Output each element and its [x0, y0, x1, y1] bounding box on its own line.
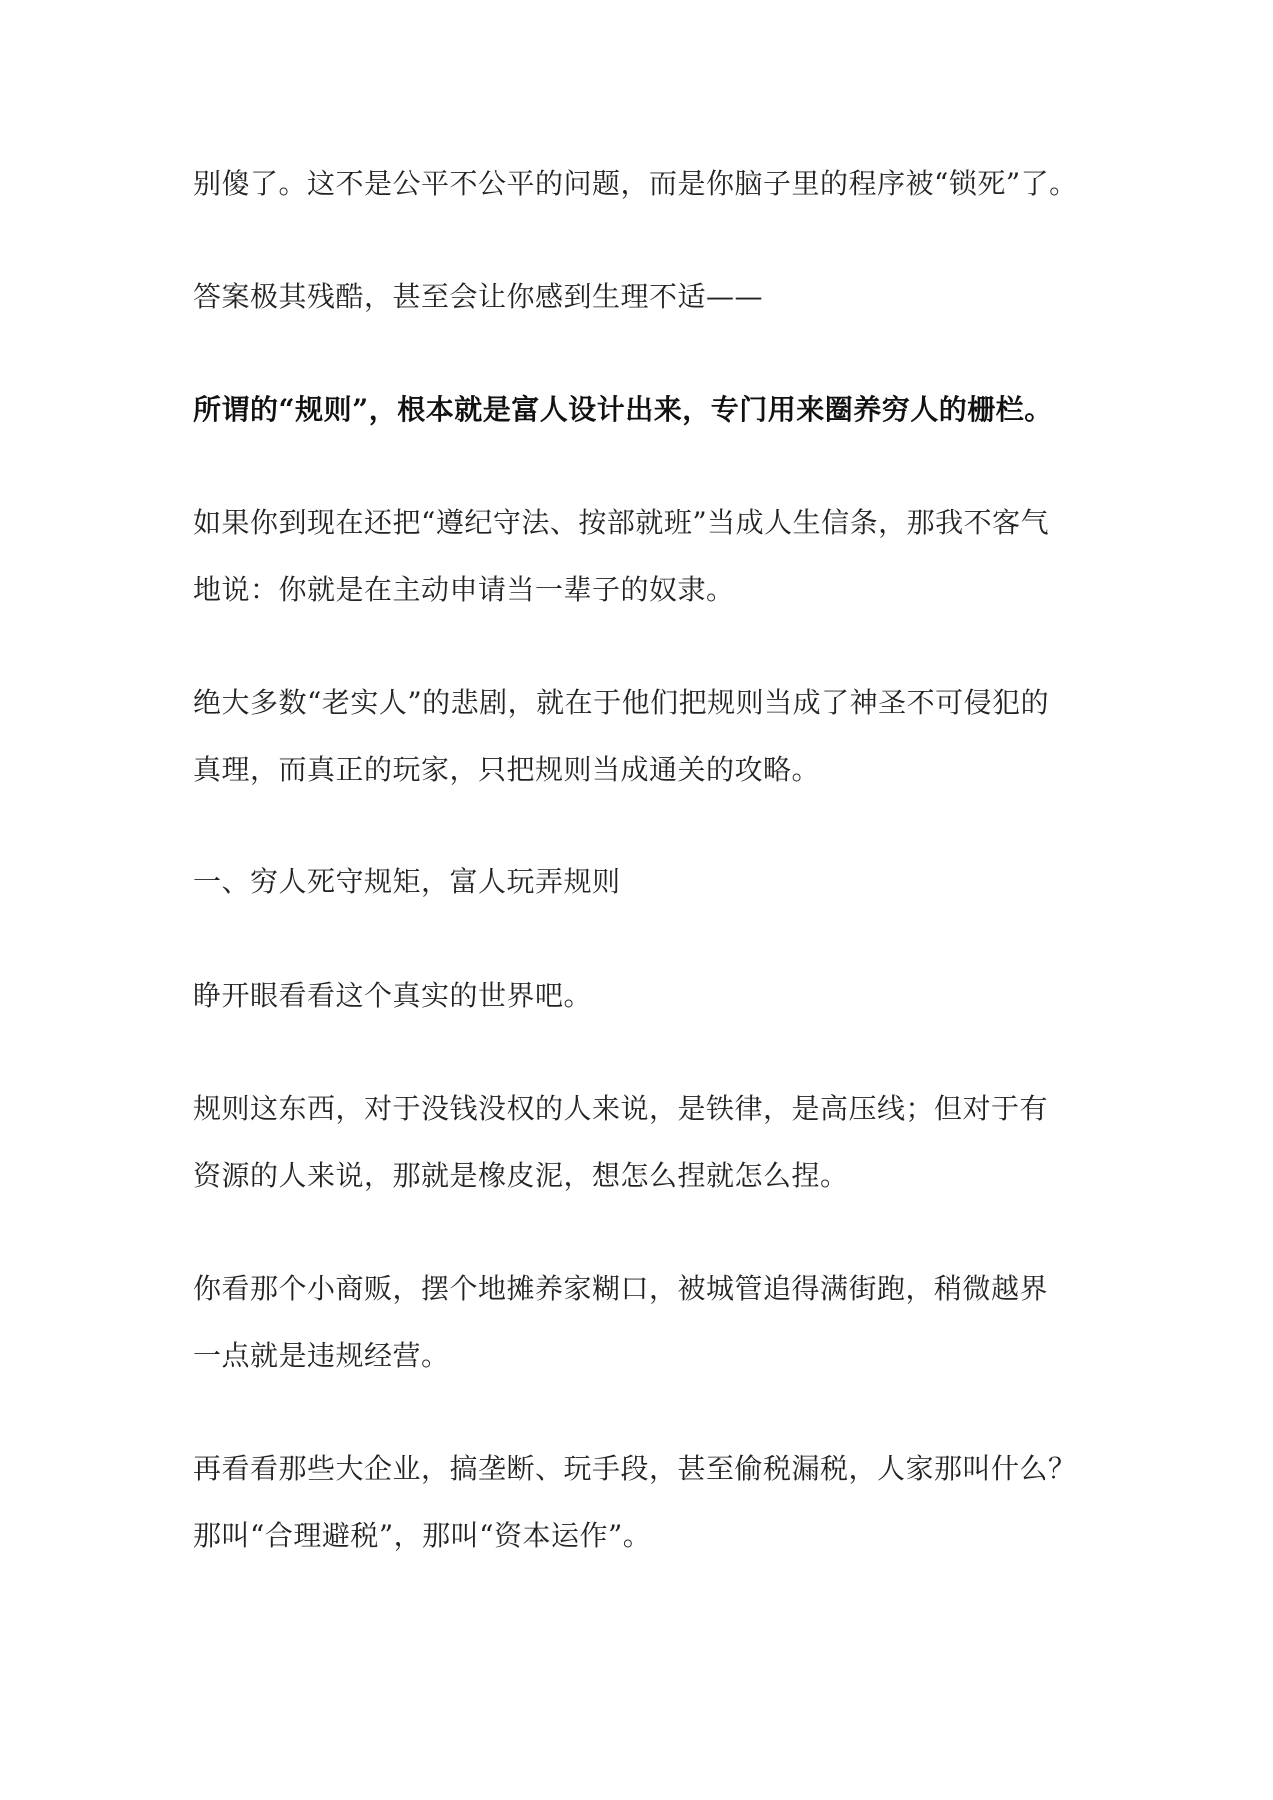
paragraph-line: 你看那个小商贩，摆个地摊养家糊口，被城管追得满街跑，稍微越界 — [193, 1272, 1049, 1305]
paragraph-6 — [193, 962, 1093, 1029]
paragraph-line: 一、穷人死守规矩，富人玩弄规则 — [193, 865, 621, 898]
paragraph-5 — [193, 669, 1093, 803]
paragraph-line: 地说：你就是在主动申请当一辈子的奴隶。 — [193, 573, 735, 606]
paragraph-1 — [193, 150, 1093, 217]
paragraph-4 — [193, 489, 1093, 623]
paragraph-8 — [193, 1255, 1093, 1389]
paragraph-line: 真理，而真正的玩家，只把规则当成通关的攻略。 — [193, 753, 821, 786]
paragraph-2 — [193, 263, 1093, 330]
paragraph-3-emphasis — [193, 376, 1093, 443]
paragraph-line: 那叫“合理避税”，那叫“资本运作”。 — [193, 1519, 652, 1552]
paragraph-line: 资源的人来说，那就是橡皮泥，想怎么捏就怎么捏。 — [193, 1159, 849, 1192]
paragraph-line: 一点就是违规经营。 — [193, 1339, 450, 1372]
paragraph-line: 别傻了。这不是公平不公平的问题，而是你脑子里的程序被“锁死”了。 — [193, 167, 1078, 200]
paragraph-line: 答案极其残酷，甚至会让你感到生理不适—— — [193, 280, 764, 313]
paragraph-line: 规则这东西，对于没钱没权的人来说，是铁律，是高压线；但对于有 — [193, 1092, 1049, 1125]
paragraph-line: 如果你到现在还把“遵纪守法、按部就班”当成人生信条，那我不客气 — [193, 506, 1050, 539]
paragraph-line: 睁开眼看看这个真实的世界吧。 — [193, 979, 593, 1012]
section-heading — [193, 848, 1093, 915]
paragraph-9 — [193, 1435, 1093, 1569]
paragraph-line: 再看看那些大企业，搞垄断、玩手段，甚至偷税漏税，人家那叫什么？ — [193, 1452, 1077, 1485]
paragraph-7 — [193, 1075, 1093, 1209]
paragraph-line: 所谓的“规则”，根本就是富人设计出来，专门用来圈养穷人的栅栏。 — [193, 393, 1053, 426]
paragraph-line: 绝大多数“老实人”的悲剧，就在于他们把规则当成了神圣不可侵犯的 — [193, 686, 1050, 719]
